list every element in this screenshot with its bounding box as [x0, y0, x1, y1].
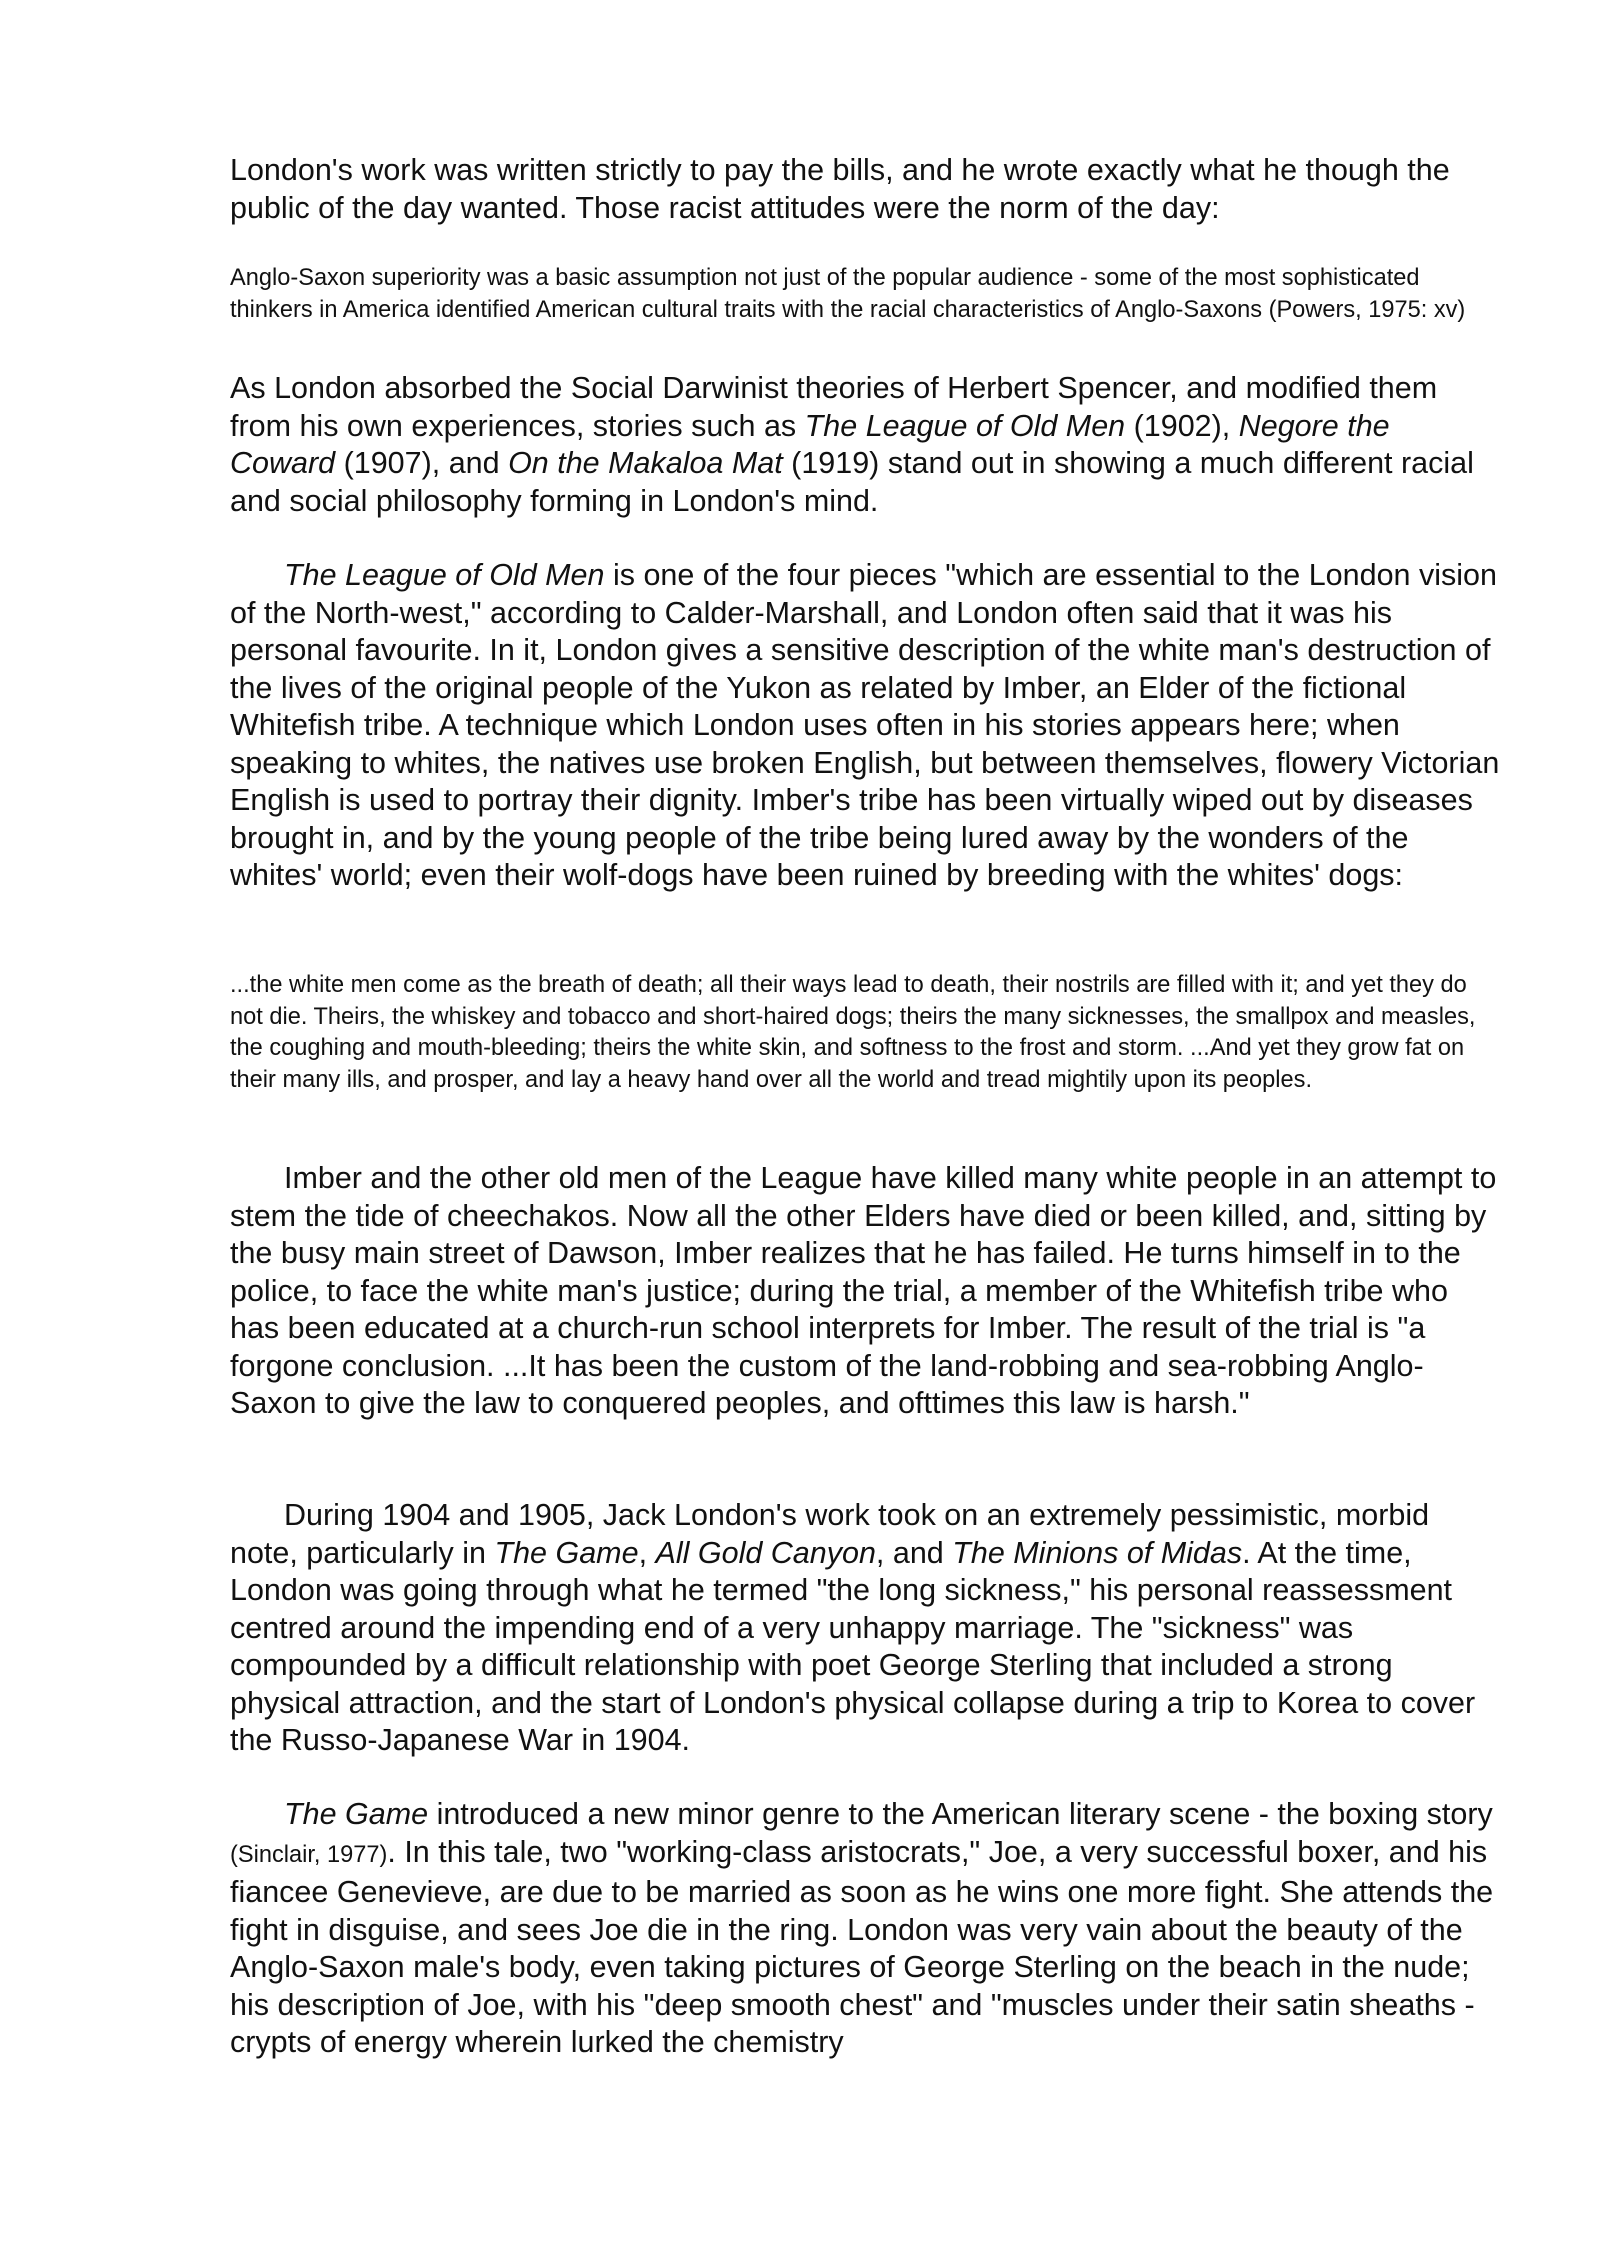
text-run: introduced a new minor genre to the American literary scene - the boxing story	[428, 1797, 1493, 1831]
citation: (Sinclair, 1977)	[230, 1841, 388, 1868]
text-run: As London absorbed the Social Darwinist theories of Herbert Spencer, and modified them from his own experiences, stories such as	[230, 371, 1438, 443]
paragraph-league-of-old-men	[230, 557, 1502, 895]
story-title: The League of Old Men	[284, 558, 605, 592]
story-title: The Minions of Midas	[952, 1535, 1243, 1570]
paragraph-social-darwinism	[230, 370, 1502, 520]
story-title: The Game	[284, 1797, 429, 1831]
story-title: Negore the Coward	[230, 408, 1390, 480]
story-title: On the Makaloa Mat	[508, 446, 783, 480]
paragraph-intro: London's work was written strictly to pay the bills, and he wrote exactly what he though the public of the day wanted. Those racist attitudes were the norm of the day:	[230, 153, 1450, 225]
text-run: During 1904 and 1905, Jack London's work took on an extremely pessimistic, morbid note, particularly in	[230, 1498, 1430, 1570]
text-run: (1919) stand out in showing a much different racial and social philosophy forming in London's mind.	[230, 446, 1474, 518]
text-run: . At the time, London was going through what he termed "the long sickness," his personal reassessment centred around the impending end of a very unhappy marriage. The "sickness" was compounded by a difficult relationship with poet George Sterling that included a strong physical attraction, and the start of London's physical collapse during a trip to Korea to cover the Russo-Japanese War in 1904.	[230, 1535, 1476, 1757]
block-quote-white-men: ...the white men come as the breath of death; all their ways lead to death, their nostrils are filled with it; and yet they do not die. Theirs, the whiskey and tobacco and short-haired dogs; theirs the many sicknesses, the smallpox and measles, the coughing and mouth-bleeding; theirs the white skin, and softness to the frost and storm. ...And yet they grow fat on their many ills, and prosper, and lay a heavy hand over all the world and tread mightily upon its peoples.	[230, 972, 1476, 1093]
text-run: is one of the four pieces "which are essential to the London vision of the North-west," according to Calder-Marshall, and London often said that it was his personal favourite. In it, London gives a sensitive description of the white man's destruction of the lives of the original people of the Yukon as related by Imber, an Elder of the fictional Whitefish tribe. A technique which London uses often in his stories appears here; when speaking to whites, the natives use broken English, but between themselves, flowery Victorian English is used to portray their dignity. Imber's tribe has been virtually wiped out by diseases brought in, and by the young people of the tribe being lured away by the wonders of the whites' world; even their wolf-dogs have been ruined by breeding with the whites' dogs:	[230, 558, 1500, 892]
text-run: , and	[875, 1535, 953, 1570]
paragraph-pessimism	[230, 1497, 1502, 1760]
story-title: The Game	[494, 1535, 639, 1570]
story-title: The League of Old Men	[804, 408, 1126, 443]
text-run: . In this tale, two "working-class aristocrats," Joe, a very successful boxer, and his fiancee Genevieve, are due to be married as soon as he wins one more fight. She attends the fight in disguise, and sees Joe die in the ring. London was very vain about the beauty of the Anglo-Saxon male's body, even taking pictures of George Sterling on the beach in the nude; his description of Joe, with his "deep smooth chest" and "muscles under their satin sheaths - crypts of energy wherein lurked the chemistry	[230, 1834, 1494, 2059]
paragraph-imber: Imber and the other old men of the League have killed many white people in an attempt to stem the tide of cheechakos. Now all the other Elders have died or been killed, and, sitting by the busy main street of Dawson, Imber realizes that he has failed. He turns himself in to the police, to face the white man's justice; during the trial, a member of the Whitefish tribe who has been educated at a church-run school interprets for Imber. The result of the trial is "a forgone conclusion. ...It has been the custom of the land-robbing and sea-robbing Anglo-Saxon to give the law to conquered peoples, and ofttimes this law is harsh."	[230, 1161, 1497, 1420]
block-quote-powers: Anglo-Saxon superiority was a basic assumption not just of the popular audience - some of the most sophisticated thinkers in America identified American cultural traits with the racial characteristics of Anglo-Saxons (Powers, 1975: xv)	[230, 265, 1466, 323]
paragraph-the-game	[230, 1796, 1502, 2062]
text-run: ,	[638, 1535, 656, 1570]
text-run: (1902),	[1125, 408, 1239, 443]
text-run: (1907), and	[335, 446, 509, 480]
story-title: All Gold Canyon	[655, 1535, 876, 1570]
